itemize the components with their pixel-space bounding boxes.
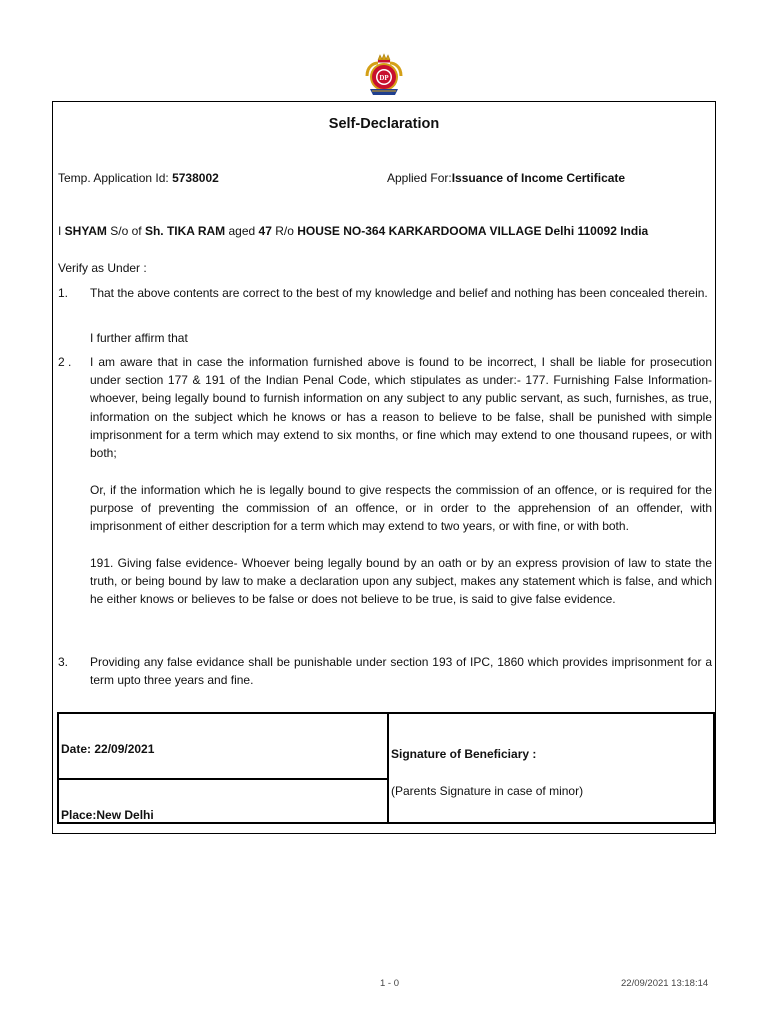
point-1-number: 1. <box>58 286 69 300</box>
print-timestamp: 22/09/2021 13:18:14 <box>621 978 709 989</box>
declarant-so-of: S/o of <box>106 224 145 238</box>
beneficiary-signature-label: Signature of Beneficiary : <box>391 747 537 761</box>
point-3-number: 3. <box>58 655 69 669</box>
signature-table <box>57 712 715 824</box>
declaration-frame <box>52 101 716 834</box>
declarant-ro: R/o <box>271 224 298 238</box>
point-2-text-c: 191. Giving false evidence- Whoever being legally bound by an oath or by an express provision of law to state the truth, or being bound by law to make a declaration upon any subject, makes any statement which is false, and which he either knows or believes to be false or does not believe to be true, is said to give false evidence. <box>90 556 712 607</box>
page-number: 1 - 0 <box>380 978 400 989</box>
application-id-label: Temp. Application Id: <box>58 171 173 185</box>
point-2-text-a: I am aware that in case the information furnished above is found to be incorrect, I shall be liable for prosecution under section 177 & 191 of the Indian Penal Code, which stipulates as under:- 177. Furnishing False Information- whoever, being legally bound to furnish information on any subject to any public servant, as such, furnishes, as true, information on the subject which he knows or has a reason to believe to be false, shall be punished with simple imprisonment for a term which may extend to six months, or fine which may extend to one thousand rupees, or with both; <box>90 355 712 461</box>
svg-text:DP: DP <box>379 74 389 82</box>
point-3-text: Providing any false evidance shall be punishable under section 193 of IPC, 1860 which provides imprisonment for a term upto three years and fine. <box>90 655 712 688</box>
point-2-number: 2 . <box>58 355 72 369</box>
table-divider-horizontal <box>59 778 387 780</box>
point-2-text-b: Or, if the information which he is legally bound to give respects the commission of an offence, or is required for the purpose of preventing the commission of an offence, or in order to the apprehension of an offender, with imprisonment of either description for a term which may extend to two years, or with fine, or with both. <box>90 483 712 534</box>
application-id <box>58 171 219 185</box>
declarant-father: Sh. TIKA RAM <box>144 224 226 238</box>
applied-for <box>387 171 625 185</box>
date-field: Date: 22/09/2021 <box>61 742 155 756</box>
parents-signature-note: (Parents Signature in case of minor) <box>391 784 584 798</box>
verify-label: Verify as Under : <box>58 261 147 275</box>
affirm-text: I further affirm that <box>90 331 188 345</box>
declarant-line <box>58 224 648 238</box>
applied-for-value: Issuance of Income Certificate <box>451 171 626 185</box>
applied-for-label: Applied For: <box>387 171 452 185</box>
declarant-i: I <box>58 224 65 238</box>
point-1-text: That the above contents are correct to the best of my knowledge and belief and nothing has been concealed therein. <box>90 286 708 300</box>
page-title: Self-Declaration <box>328 116 440 132</box>
application-id-value: 5738002 <box>172 171 219 185</box>
declarant-name: SHYAM <box>64 224 107 238</box>
place-field: Place:New Delhi <box>61 808 154 822</box>
declarant-age: 47 <box>258 224 272 238</box>
declarant-address: HOUSE NO-364 KARKARDOOMA VILLAGE Delhi 110092 India <box>297 224 649 238</box>
police-emblem-icon <box>358 52 410 98</box>
declarant-aged: aged <box>225 224 259 238</box>
table-divider-vertical <box>387 714 389 822</box>
